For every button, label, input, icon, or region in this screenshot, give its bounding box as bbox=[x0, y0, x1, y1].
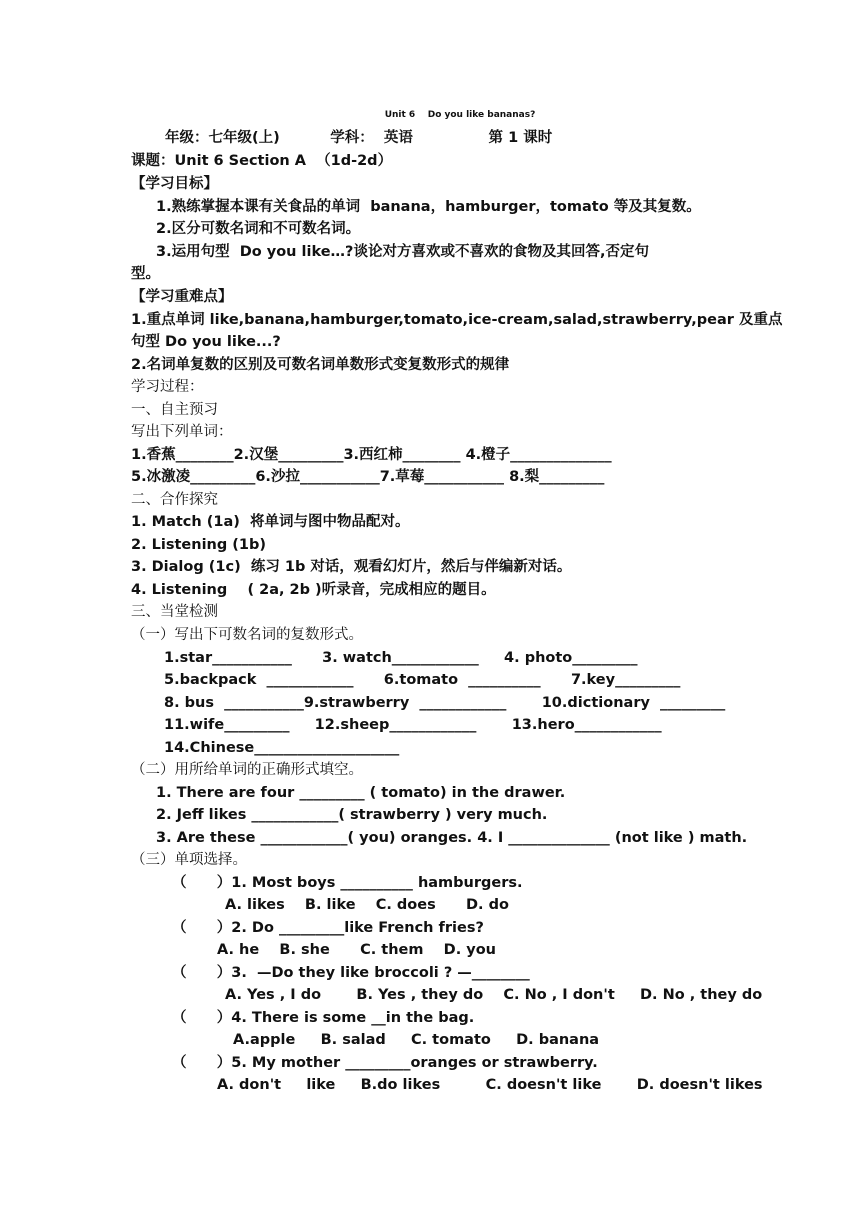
objective-item-cont: 型。 bbox=[131, 266, 160, 282]
section-instruction: 写出下列单词： bbox=[131, 424, 233, 440]
section-heading: 一、自主预习 bbox=[131, 402, 218, 418]
objective-item: 3.运用句型 Do you like…?谈论对方喜欢或不喜欢的食物及其回答,否定句 bbox=[156, 244, 649, 260]
activity-item: 2. Listening (1b) bbox=[131, 537, 267, 553]
key-point-item: 2.名词单复数的区别及可数名词单数形式变复数形式的规律 bbox=[131, 357, 510, 373]
choice-options: A. Yes , I do B. Yes , they do C. No , I don't D. No , they do bbox=[225, 987, 763, 1003]
choice-options: A. he B. she C. them D. you bbox=[217, 942, 496, 958]
exercise-row: 8. bus ___________9.strawberry ____________ 10.dictionary _________ bbox=[164, 695, 726, 711]
fill-blank-row: 2. Jeff likes ____________( strawberry ) very much. bbox=[156, 807, 548, 823]
exercise-row: 5.backpack ____________ 6.tomato __________ 7.key_________ bbox=[164, 672, 681, 688]
section-heading: 二、合作探究 bbox=[131, 492, 218, 508]
objectives-heading: 【学习目标】 bbox=[131, 176, 218, 192]
exercise-row: 1.star___________ 3. watch____________ 4. photo_________ bbox=[164, 650, 638, 666]
course-meta: 年级：七年级(上) 学科： 英语 第 1 课时 bbox=[165, 130, 553, 146]
activity-item: 4. Listening ( 2a, 2b )听录音，完成相应的题目。 bbox=[131, 582, 496, 598]
key-point-item: 1.重点单词 like,banana,hamburger,tomato,ice-cream,salad,strawberry,pear 及重点 bbox=[131, 312, 783, 328]
choice-question: （ ）4. There is some __in the bag. bbox=[172, 1010, 475, 1026]
choice-question: （ ）5. My mother _________oranges or strawberry. bbox=[172, 1055, 598, 1071]
exercise-row: 14.Chinese____________________ bbox=[164, 740, 400, 756]
fill-blank-row: 1. There are four _________ ( tomato) in the drawer. bbox=[156, 785, 566, 801]
choice-options: A. don't like B.do likes C. doesn't like D. doesn't likes bbox=[217, 1077, 763, 1093]
activity-item: 1. Match (1a) 将单词与图中物品配对。 bbox=[131, 514, 410, 530]
objective-item: 1.熟练掌握本课有关食品的单词 banana，hamburger，tomato 等及其复数。 bbox=[156, 199, 701, 215]
choice-options: A. likes B. like C. does D. do bbox=[225, 897, 509, 913]
objective-item: 2.区分可数名词和不可数名词。 bbox=[156, 221, 361, 237]
lesson-topic: 课题：Unit 6 Section A （1d-2d） bbox=[131, 153, 393, 169]
exercise-heading: （一）写出下可数名词的复数形式。 bbox=[131, 627, 363, 643]
exercise-row: 11.wife_________ 12.sheep____________ 13.hero____________ bbox=[164, 717, 662, 733]
page-title: Unit 6 Do you like bananas? bbox=[384, 110, 536, 120]
key-point-item-cont: 句型 Do you like...? bbox=[131, 334, 281, 350]
choice-question: （ ）1. Most boys __________ hamburgers. bbox=[172, 875, 523, 891]
exercise-heading: （二）用所给单词的正确形式填空。 bbox=[131, 762, 363, 778]
choice-question: （ ）3. —Do they like broccoli ? —________ bbox=[172, 965, 530, 981]
choice-options: A.apple B. salad C. tomato D. banana bbox=[233, 1032, 600, 1048]
exercise-heading: （三）单项选择。 bbox=[131, 852, 247, 868]
vocab-row: 1.香蕉________2.汉堡_________3.西红柿________ 4.橙子______________ bbox=[131, 447, 612, 463]
key-points-heading: 【学习重难点】 bbox=[131, 289, 233, 305]
activity-item: 3. Dialog (1c) 练习 1b 对话，观看幻灯片，然后与伴编新对话。 bbox=[131, 559, 572, 575]
section-heading: 三、当堂检测 bbox=[131, 604, 218, 620]
vocab-row: 5.冰激凌_________6.沙拉___________7.草莓___________ 8.梨_________ bbox=[131, 469, 605, 485]
choice-question: （ ）2. Do _________like French fries? bbox=[172, 920, 484, 936]
process-heading: 学习过程： bbox=[131, 379, 204, 395]
fill-blank-row: 3. Are these ____________( you) oranges. 4. I ______________ (not like ) math. bbox=[156, 830, 748, 846]
